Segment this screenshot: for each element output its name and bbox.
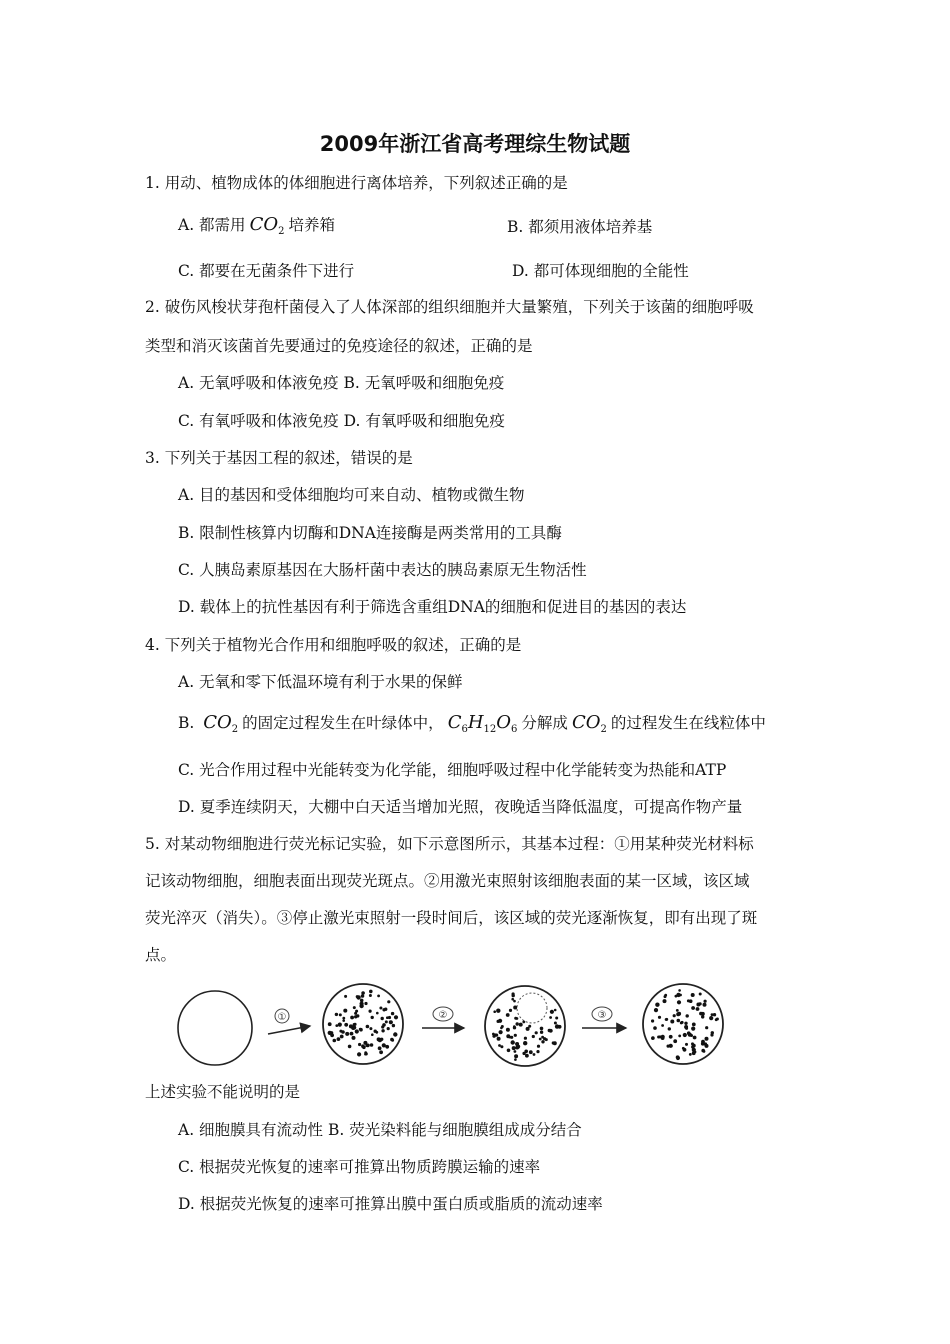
fluorescent-spot (540, 1031, 543, 1034)
fluorescent-spot (366, 1025, 370, 1029)
fluorescent-spot (361, 991, 365, 995)
fluorescent-spot (361, 1044, 365, 1048)
fluorescent-spot (330, 1033, 334, 1037)
fluorescent-spot (661, 1035, 665, 1039)
fluorescent-spot (497, 1037, 501, 1041)
fluorescent-spot (524, 1042, 527, 1045)
fluorescent-spot (350, 1032, 354, 1036)
fluorescent-spot (519, 1023, 523, 1027)
fluorescent-spot (677, 1000, 681, 1004)
fluorescent-spot (711, 1031, 714, 1034)
q5-question: 上述实验不能说明的是 (145, 1083, 301, 1101)
co2-formula: $CO_2$ (203, 712, 239, 735)
fluorescent-spot (704, 1042, 707, 1045)
fluorescent-spot (507, 1049, 511, 1053)
q5-stem-line2: 记该动物细胞，细胞表面出现荧光斑点。②用激光束照射该细胞表面的某一区域，该区域 (145, 872, 750, 890)
q3-option-b: B. 限制性核算内切酶和DNA连接酶是两类常用的工具酶 (178, 524, 562, 542)
fluorescent-spot (651, 1037, 654, 1040)
fluorescent-spot (661, 1024, 664, 1027)
fluorescent-spot (363, 1041, 367, 1045)
fluorescent-spot (365, 1044, 368, 1047)
fluorescent-spot (692, 1048, 696, 1052)
fluorescent-spot (679, 994, 682, 997)
fluorescent-spot (498, 1044, 501, 1047)
fluorescent-spot (703, 1003, 707, 1007)
fluorescent-spot (654, 1008, 658, 1012)
fluorescent-spot (687, 999, 690, 1002)
fluorescence-diagram (170, 972, 750, 1072)
fluorescent-spot (686, 1014, 689, 1017)
recovered-cell (643, 984, 723, 1064)
fluorescent-spot (506, 1028, 510, 1032)
fluorescent-spot (369, 1027, 372, 1030)
fluorescent-spot (653, 1026, 657, 1030)
fluorescent-spot (699, 1012, 703, 1016)
fluorescent-spot (352, 1036, 356, 1040)
fluorescent-spot (370, 1043, 374, 1047)
fluorescent-spot (493, 1010, 496, 1013)
q2-options-cd: C. 有氧呼吸和体液免疫 D. 有氧呼吸和细胞免疫 (178, 412, 505, 430)
fluorescent-spot (689, 1033, 692, 1036)
q4-option-b-label: B. (178, 714, 195, 732)
fluorescent-spot (340, 1035, 344, 1039)
fluorescent-spot (514, 1054, 518, 1058)
fluorescent-spot (555, 1017, 558, 1020)
page-title: 2009年浙江省高考理综生物试题 (319, 132, 631, 156)
fluorescent-spot (345, 1032, 349, 1036)
fluorescent-spot (554, 1022, 557, 1025)
fluorescent-spot (651, 1019, 654, 1022)
fluorescent-spot (704, 1000, 707, 1003)
glucose-formula: $C_6H_{12}O_6$ (447, 712, 518, 735)
q3-option-a: A. 目的基因和受体细胞均可来自动、植物或微生物 (178, 486, 525, 504)
fluorescent-spot (343, 1009, 347, 1013)
fluorescent-spot (390, 1021, 393, 1024)
fluorescent-spot (703, 1050, 706, 1053)
fluorescent-spot (678, 1035, 681, 1038)
fluorescent-spot (333, 1039, 337, 1043)
fluorescent-spot (371, 1016, 374, 1019)
step-1-arrow (268, 1009, 310, 1034)
fluorescent-spot (533, 1053, 536, 1056)
q1-option-a-suffix: 培养箱 (288, 216, 335, 234)
fluorescent-spot (376, 1012, 379, 1015)
fluorescent-spot (358, 1043, 361, 1046)
fluorescent-spot (673, 1039, 677, 1043)
fluorescent-spot (382, 1023, 386, 1027)
fluorescent-spot (684, 1022, 687, 1025)
fluorescent-spot (369, 994, 372, 997)
q1-option-a (178, 215, 335, 242)
fluorescent-spot (549, 1029, 553, 1033)
fluorescent-spot (536, 1050, 539, 1053)
fluorescent-spot (496, 1009, 500, 1013)
fluorescent-spot (344, 995, 347, 998)
fluorescent-spot (511, 1040, 515, 1044)
fluorescent-spot (669, 1044, 673, 1048)
fluorescent-spot (387, 1027, 390, 1030)
fluorescent-spot (337, 1037, 341, 1041)
q4-option-b-text2: 分解成 (521, 714, 568, 732)
fluorescent-spot (381, 1017, 384, 1020)
fluorescent-spot (328, 1022, 332, 1026)
fluorescent-spot (385, 1020, 388, 1023)
fluorescent-spot (670, 1020, 674, 1024)
q2-stem-line1: 2. 破伤风梭状芽孢杆菌侵入了人体深部的组织细胞并大量繁殖，下列关于该菌的细胞呼吸 (145, 298, 754, 316)
fluorescent-spot (685, 1027, 688, 1030)
fluorescent-spot (360, 999, 364, 1003)
fluorescent-spot (377, 1037, 381, 1041)
fluorescent-spot (677, 1012, 681, 1016)
fluorescent-spot (669, 1035, 673, 1039)
fluorescent-spot (525, 1054, 529, 1058)
fluorescent-spot (359, 1028, 362, 1031)
q5-option-c: C. 根据荧光恢复的速率可推算出物质跨膜运输的速率 (178, 1158, 541, 1176)
fluorescent-spot (501, 1025, 504, 1028)
step-2-arrow (422, 1007, 464, 1028)
fluorescent-spot (715, 1018, 718, 1021)
fluorescent-spot (361, 994, 365, 998)
fluorescent-spot (353, 1006, 356, 1009)
fluorescent-spot (705, 1037, 709, 1041)
fluorescent-spot (388, 1016, 391, 1019)
fluorescent-spot (692, 1044, 696, 1048)
fluorescent-spot (709, 1016, 713, 1020)
fluorescent-spot (512, 1046, 516, 1050)
fluorescent-spot (335, 1013, 338, 1016)
fluorescent-spot (541, 1040, 544, 1043)
fluorescent-spot (558, 1025, 562, 1029)
fluorescent-spot (532, 1035, 535, 1038)
fluorescent-spot (658, 1016, 661, 1019)
fluorescent-spot (514, 1050, 517, 1053)
fluorescent-spot (339, 1013, 342, 1016)
fluorescent-spot (342, 1017, 345, 1020)
fluorescent-spot (355, 1010, 358, 1013)
fluorescent-spot (685, 1043, 688, 1046)
fluorescent-spot (663, 999, 667, 1003)
fluorescent-spot (511, 998, 514, 1001)
fluorescent-spot (535, 1031, 538, 1034)
fluorescent-spot (524, 1037, 527, 1040)
fluorescent-spot (676, 1057, 679, 1060)
fluorescent-spot (387, 1000, 390, 1003)
fluorescent-spot (514, 1017, 517, 1020)
q1-option-c: C. 都要在无菌条件下进行 (178, 262, 355, 280)
fluorescent-spot (528, 1025, 531, 1028)
fluorescent-spot (371, 1033, 374, 1036)
fluorescent-spot (529, 1050, 533, 1054)
fluorescent-spot (379, 1007, 382, 1010)
fluorescent-spot (705, 1026, 708, 1029)
fluorescent-spot (355, 1029, 359, 1033)
unlabeled-cell (178, 991, 252, 1065)
q1-option-b: B. 都须用液体培养基 (507, 218, 653, 236)
q3-option-d: D. 载体上的抗性基因有利于筛选含重组DNA的细胞和促进目的基因的表达 (178, 598, 687, 616)
fluorescent-spot (382, 1043, 386, 1047)
q4-option-c: C. 光合作用过程中光能转变为化学能，细胞呼吸过程中化学能转变为热能和ATP (178, 761, 727, 779)
fluorescent-spot (540, 1027, 544, 1031)
step-3-arrow (582, 1007, 626, 1028)
fluorescent-spot (510, 1036, 513, 1039)
q5-stem-line3: 荧光淬灭（消失）。③停止激光束照射一段时间后，该区域的荧光逐渐恢复，即有出现了斑 (145, 909, 758, 927)
fluorescent-spot (550, 1010, 554, 1014)
fluorescent-spot (506, 1013, 510, 1017)
fluorescent-spot (665, 1018, 668, 1021)
fluorescent-spot (553, 1041, 557, 1045)
fluorescent-spot (357, 1052, 361, 1056)
fluorescent-spot (338, 1023, 342, 1027)
q5-stem-line1: 5. 对某动物细胞进行荧光标记实验，如下示意图所示，其基本过程：①用某种荧光材料标 (145, 835, 754, 853)
fluorescent-spot (513, 1000, 516, 1003)
fluorescent-spot (379, 1050, 383, 1054)
fluorescent-spot (378, 1046, 382, 1050)
fluorescent-spot (369, 1010, 372, 1013)
fluorescent-spot (692, 1023, 696, 1027)
fluorescent-spot (513, 1006, 517, 1010)
svg-text:③: ③ (597, 1010, 607, 1021)
bleached-region (517, 993, 547, 1023)
fluorescent-spot (377, 995, 380, 998)
fluorescent-spot (545, 1038, 548, 1041)
fluorescent-spot (668, 1027, 671, 1030)
fluorescent-spot (673, 1014, 676, 1017)
q5-option-d: D. 根据荧光恢复的速率可推算出膜中蛋白质或脂质的流动速率 (178, 1195, 603, 1213)
fluorescent-spot (513, 1026, 516, 1029)
fluorescent-spot (391, 1012, 394, 1015)
fluorescent-spot (492, 1033, 495, 1036)
fluorescent-spot (678, 989, 681, 992)
co2-formula: $CO_2$ (249, 214, 285, 237)
fluorescent-spot (375, 1031, 378, 1034)
fluorescent-spot (537, 1045, 540, 1048)
fluorescent-spot (539, 1038, 542, 1041)
fluorescent-spot (691, 1006, 695, 1010)
q1-option-d: D. 都可体现细胞的全能性 (512, 262, 689, 280)
q4-option-d: D. 夏季连续阴天，大棚中白天适当增加光照，夜晚适当降低温度，可提高作物产量 (178, 798, 743, 816)
fluorescent-spot (342, 1019, 345, 1022)
fluorescent-spots (328, 990, 399, 1057)
fluorescent-spot (713, 1013, 716, 1016)
q5-stem-line4: 点。 (145, 946, 177, 964)
fluorescent-spot (549, 1016, 552, 1019)
q1-stem: 1. 用动、植物成体的体细胞进行离体培养，下列叙述正确的是 (145, 174, 568, 192)
q4-option-a: A. 无氧和零下低温环境有利于水果的保鲜 (178, 673, 463, 691)
fluorescent-spot (683, 1033, 687, 1037)
fluorescent-spot (514, 1058, 517, 1061)
fluorescent-spot (699, 993, 702, 996)
fluorescent-spot (514, 1034, 517, 1037)
q1-option-a-prefix: A. 都需用 (178, 216, 246, 234)
q5-options-ab: A. 细胞膜具有流动性 B. 荧光染料能与细胞膜组成成分结合 (178, 1121, 582, 1139)
fluorescent-spot (683, 1048, 687, 1052)
fluorescent-spot (516, 1022, 519, 1025)
q3-stem: 3. 下列关于基因工程的叙述，错误的是 (145, 449, 413, 467)
fluorescent-spot (657, 1036, 660, 1039)
fluorescent-spot (391, 1039, 394, 1042)
fluorescent-spot (495, 1034, 498, 1037)
fluorescent-spot (499, 1030, 503, 1034)
fluorescent-spot (677, 1019, 681, 1023)
fluorescent-spot (348, 1045, 352, 1049)
fluorescent-spot (691, 993, 695, 997)
q4-option-b-text3: 的过程发生在线粒体中 (610, 714, 766, 732)
fluorescent-spot (393, 1032, 397, 1036)
q4-stem: 4. 下列关于植物光合作用和细胞呼吸的叙述，正确的是 (145, 636, 522, 654)
fluorescent-spot (360, 1002, 364, 1006)
fluorescent-spot (522, 1052, 525, 1055)
fluorescent-spot (381, 1029, 384, 1032)
fluorescent-spot (369, 990, 373, 994)
fluorescent-spot (498, 1019, 502, 1023)
fluorescent-spot (696, 1007, 700, 1011)
fluorescent-spot (655, 1003, 659, 1007)
fluorescent-spot (509, 1009, 512, 1012)
fluorescent-spot (689, 1053, 692, 1056)
fluorescent-spot (392, 1024, 395, 1027)
fluorescent-spot (664, 995, 667, 998)
fluorescent-spot (693, 1036, 697, 1040)
fluorescent-spot (512, 992, 515, 995)
fluorescent-spot (676, 1009, 679, 1012)
fluorescent-spot (691, 1027, 695, 1031)
fluorescent-spot (364, 1002, 367, 1005)
fluorescent-spot (554, 1009, 557, 1012)
q4-option-b (178, 713, 766, 740)
fluorescent-spot (522, 1021, 525, 1024)
q4-option-b-text1: 的固定过程发生在叶绿体中， (242, 714, 444, 732)
q2-options-ab: A. 无氧呼吸和体液免疫 B. 无氧呼吸和细胞免疫 (178, 374, 505, 392)
svg-text:①: ① (277, 1012, 287, 1023)
fluorescent-spot (675, 995, 678, 998)
fluorescent-spot (341, 1030, 345, 1034)
fluorescent-spot (352, 1025, 356, 1029)
co2-formula: $CO_2$ (571, 712, 607, 735)
fluorescent-spot (356, 995, 360, 999)
fluorescent-spot (365, 1052, 368, 1055)
fluorescent-spot (515, 1042, 519, 1046)
fluorescent-spot (680, 1021, 683, 1024)
fluorescent-spot (344, 1023, 348, 1027)
q3-option-c: C. 人胰岛素原基因在大肠杆菌中表达的胰岛素原无生物活性 (178, 561, 587, 579)
fluorescent-spot (354, 1015, 357, 1018)
fluorescent-spot (394, 1015, 398, 1019)
fluorescent-spot (350, 1016, 354, 1020)
recovered-spots (651, 989, 719, 1060)
remaining-spots (492, 992, 562, 1061)
svg-text:②: ② (438, 1010, 448, 1021)
fluorescent-spot (696, 1003, 700, 1007)
q2-stem-line2: 类型和消灭该菌首先要通过的免疫途径的叙述，正确的是 (145, 337, 533, 355)
fluorescent-spot (384, 1008, 387, 1011)
